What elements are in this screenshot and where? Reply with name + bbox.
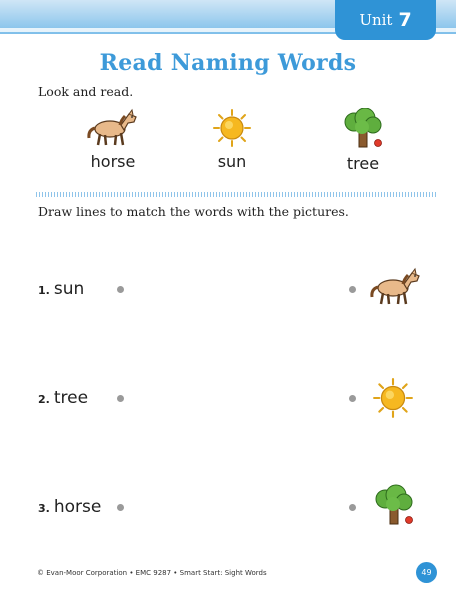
page-number-badge: 49 — [416, 562, 437, 583]
instruction-draw-lines: Draw lines to match the words with the pictures. — [38, 204, 349, 219]
match-picture-horse — [366, 266, 426, 312]
page-title: Read Naming Words — [99, 50, 357, 76]
word-bank-item-tree — [318, 108, 408, 173]
match-word-label — [38, 279, 84, 299]
picture-dot[interactable] — [349, 395, 356, 402]
picture-dot[interactable] — [349, 286, 356, 293]
picture-dot[interactable] — [349, 504, 356, 511]
match-word-label — [38, 497, 101, 517]
horse-icon — [83, 108, 143, 148]
sun-icon — [212, 108, 252, 148]
unit-tab — [335, 0, 436, 40]
match-row-1 — [0, 260, 456, 320]
match-word: horse — [53, 497, 102, 517]
horse-icon — [366, 266, 426, 308]
tree-icon — [341, 108, 385, 150]
sun-icon — [372, 377, 414, 419]
section-divider — [36, 192, 436, 197]
match-word-label — [38, 388, 88, 408]
unit-label: Unit — [359, 11, 393, 29]
word-dot[interactable] — [117, 395, 124, 402]
match-picture-sun — [372, 377, 414, 423]
match-word: sun — [53, 279, 85, 299]
match-number: 1. — [38, 284, 50, 297]
word-dot[interactable] — [117, 504, 124, 511]
match-number: 2. — [38, 393, 50, 406]
match-number: 3. — [38, 502, 50, 515]
word-dot[interactable] — [117, 286, 124, 293]
word-bank-item-sun — [187, 108, 277, 171]
match-word: tree — [53, 388, 89, 408]
word-bank — [0, 108, 456, 178]
unit-number: 7 — [398, 9, 412, 31]
word-bank-label: horse — [90, 152, 136, 171]
word-bank-label: sun — [217, 152, 247, 171]
word-bank-label: tree — [346, 154, 380, 173]
instruction-look-and-read: Look and read. — [38, 84, 134, 99]
match-row-3 — [0, 478, 456, 538]
match-picture-tree — [372, 484, 416, 532]
tree-icon — [372, 484, 416, 528]
footer-credit: © Evan-Moor Corporation • EMC 9287 • Smart Start: Sight Words — [37, 569, 267, 577]
word-bank-item-horse — [68, 108, 158, 171]
match-row-2 — [0, 369, 456, 429]
